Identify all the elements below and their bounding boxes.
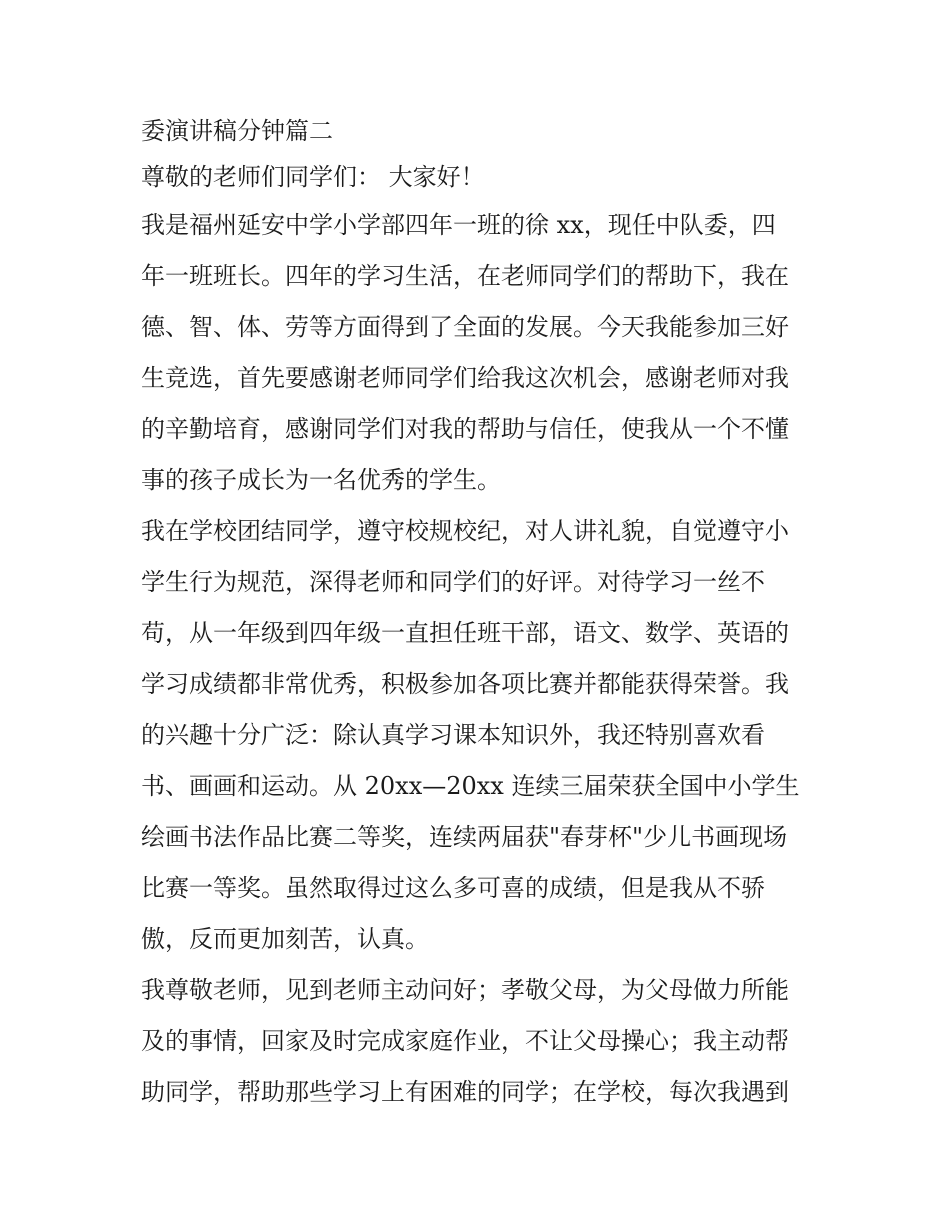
paragraph-line: 德、智、体、劳等方面得到了全面的发展。今天我能参加三好 — [141, 313, 789, 341]
paragraph-line: 我尊敬老师，见到老师主动问好；孝敬父母，为父母做力所能 — [141, 976, 789, 1004]
paragraph-line: 傲，反而更加刻苦，认真。 — [141, 925, 429, 953]
document-body — [141, 108, 821, 1118]
paragraph-line: 的辛勤培育，感谢同学们对我的帮助与信任，使我从一个不懂 — [141, 415, 789, 443]
paragraph-line: 事的孩子成长为一名优秀的学生。 — [141, 466, 501, 494]
paragraph-line: 及的事情，回家及时完成家庭作业，不让父母操心；我主动帮 — [141, 1027, 789, 1055]
paragraph-line: 苟，从一年级到四年级一直担任班干部，语文、数学、英语的 — [141, 619, 789, 647]
greeting-line: 尊敬的老师们同学们： 大家好！ — [141, 163, 485, 191]
paragraph-line: 学习成绩都非常优秀，积极参加各项比赛并都能获得荣誉。我 — [141, 670, 789, 698]
document-title: 委演讲稿分钟篇二 — [141, 117, 333, 145]
paragraph-line: 助同学，帮助那些学习上有困难的同学；在学校，每次我遇到 — [141, 1078, 789, 1106]
paragraph-1 — [141, 200, 821, 506]
paragraph-line: 生竞选，首先要感谢老师同学们给我这次机会，感谢老师对我 — [141, 364, 789, 392]
paragraph-line: 年一班班长。四年的学习生活，在老师同学们的帮助下，我在 — [141, 262, 789, 290]
paragraph-2 — [141, 506, 821, 965]
paragraph-line: 的兴趣十分广泛：除认真学习课本知识外，我还特别喜欢看 — [141, 721, 765, 749]
paragraph-3 — [141, 965, 821, 1118]
paragraph-line: 我是福州延安中学小学部四年一班的徐 xx，现任中队委，四 — [141, 211, 776, 239]
paragraph-line: 我在学校团结同学，遵守校规校纪，对人讲礼貌，自觉遵守小 — [141, 517, 789, 545]
paragraph-line: 绘画书法作品比赛二等奖，连续两届获"春芽杯"少儿书画现场 — [141, 823, 788, 851]
paragraph-line: 学生行为规范，深得老师和同学们的好评。对待学习一丝不 — [141, 568, 765, 596]
paragraph-line: 比赛一等奖。虽然取得过这么多可喜的成绩，但是我从不骄 — [141, 874, 765, 902]
paragraph-line: 书、画画和运动。从 20xx—20xx 连续三届荣获全国中小学生 — [141, 772, 800, 800]
